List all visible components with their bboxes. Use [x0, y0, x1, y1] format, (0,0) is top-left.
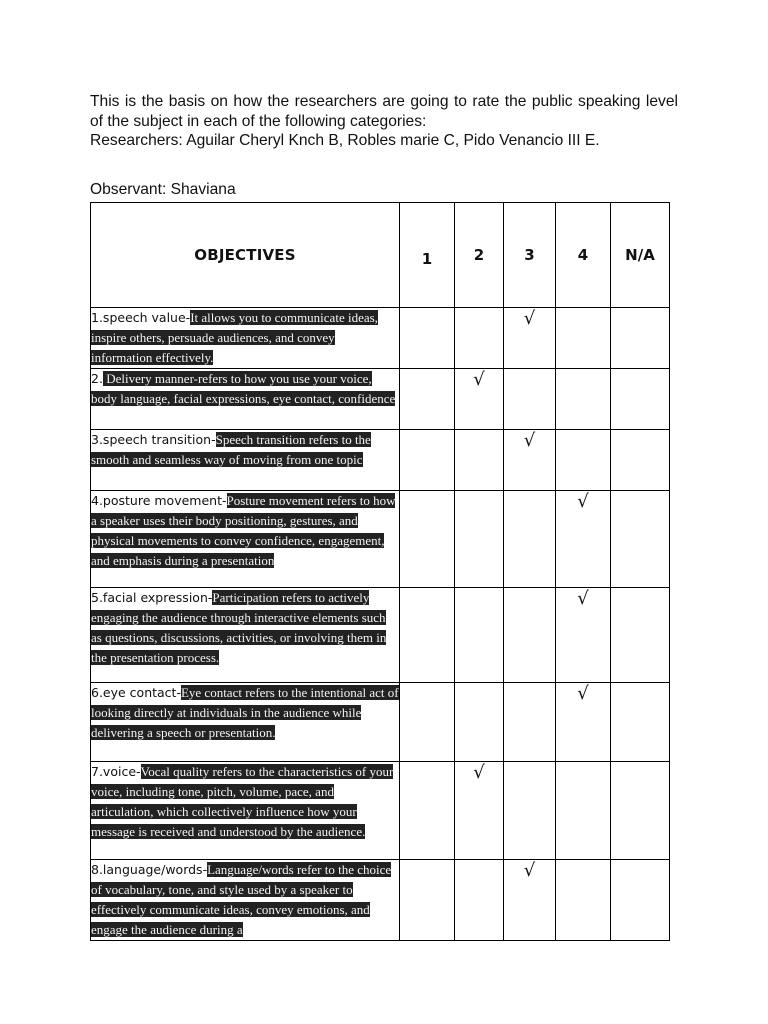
rating-cell-4: [556, 762, 611, 860]
check-mark-icon: √: [523, 308, 536, 329]
objective-cell: [91, 683, 400, 762]
rating-cell-2: [455, 762, 504, 860]
rating-cell-2: [455, 860, 504, 941]
objective-label: 1.speech value-: [91, 310, 191, 325]
objective-cell: [91, 762, 400, 860]
table-row: [91, 762, 670, 860]
rating-cell-1: [400, 308, 455, 369]
rating-cell-4: [556, 430, 611, 491]
rating-table: [90, 202, 670, 941]
table-header-row: [91, 203, 670, 308]
check-mark-icon: √: [473, 762, 485, 783]
rating-cell-na: [611, 860, 670, 941]
objective-cell: [91, 308, 400, 369]
objective-description: Speech transition refers to the smooth and seamless way of moving from one topic: [91, 432, 371, 467]
objective-cell: [91, 588, 400, 683]
objective-label: 7.voice-: [91, 764, 141, 779]
rating-cell-2: [455, 430, 504, 491]
table-row: [91, 430, 670, 491]
table-row: [91, 369, 670, 430]
header-1: 1: [400, 203, 455, 308]
rating-cell-2: [455, 369, 504, 430]
table-row: [91, 491, 670, 588]
rating-cell-2: [455, 683, 504, 762]
rating-cell-4: [556, 588, 611, 683]
check-mark-icon: √: [523, 430, 536, 451]
rating-cell-na: [611, 430, 670, 491]
rating-cell-1: [400, 762, 455, 860]
objective-cell: [91, 860, 400, 941]
header-na: N/A: [611, 203, 670, 308]
rating-cell-1: [400, 430, 455, 491]
rating-cell-3: [504, 588, 556, 683]
rating-cell-2: [455, 491, 504, 588]
rating-cell-2: [455, 588, 504, 683]
rating-cell-1: [400, 491, 455, 588]
rating-cell-4: [556, 683, 611, 762]
check-mark-icon: √: [577, 683, 589, 704]
intro-text: [90, 92, 678, 151]
objective-description: Posture movement refers to how a speaker uses their body positioning, gestures, and physical movements to convey confidence, engagement, and emphasis during a presentation: [91, 493, 396, 568]
objective-description: It allows you to communicate ideas, inspire others, persuade audiences, and convey information effectively.: [91, 310, 378, 365]
intro-paragraph: This is the basis on how the researchers are going to rate the public speaking level of the subject in each of the following categories:: [90, 93, 678, 130]
observant-line: Observant: Shaviana: [90, 181, 236, 198]
header-2: 2: [455, 203, 504, 308]
rating-cell-3: [504, 308, 556, 369]
header-objectives: OBJECTIVES: [91, 203, 400, 308]
table-row: [91, 683, 670, 762]
header-4: 4: [556, 203, 611, 308]
objective-label: 5.facial expression-: [91, 590, 213, 605]
rating-cell-na: [611, 308, 670, 369]
rating-cell-1: [400, 588, 455, 683]
check-mark-icon: √: [577, 588, 589, 609]
rating-cell-1: [400, 683, 455, 762]
header-3: 3: [504, 203, 556, 308]
objective-label: 3.speech transition-: [91, 432, 216, 447]
rating-cell-3: [504, 430, 556, 491]
rating-cell-na: [611, 369, 670, 430]
objective-description: Vocal quality refers to the characteristics of your voice, including tone, pitch, volume, pace, and articulation, which collectively influence how your message is received and understood by the audience.: [91, 764, 394, 839]
objective-label: 6.eye contact-: [91, 685, 181, 700]
rating-cell-1: [400, 369, 455, 430]
rating-cell-3: [504, 860, 556, 941]
rating-cell-na: [611, 491, 670, 588]
objective-label: 2.: [91, 371, 103, 386]
table-row: [91, 308, 670, 369]
rating-cell-4: [556, 491, 611, 588]
objective-description: Language/words refer to the choice of vocabulary, tone, and style used by a speaker to effectively communicate ideas, convey emotions, and engage the audience during a: [91, 862, 392, 937]
rating-cell-3: [504, 683, 556, 762]
objective-label: 4.posture movement-: [91, 493, 227, 508]
objective-cell: [91, 369, 400, 430]
researchers-line: Researchers: Aguilar Cheryl Knch B, Robles marie C, Pido Venancio III E.: [90, 132, 600, 149]
objective-cell: [91, 491, 400, 588]
rating-cell-3: [504, 762, 556, 860]
rating-cell-na: [611, 683, 670, 762]
objective-cell: [91, 430, 400, 491]
rating-cell-1: [400, 860, 455, 941]
table-row: [91, 588, 670, 683]
rating-cell-4: [556, 369, 611, 430]
rating-cell-4: [556, 860, 611, 941]
rating-cell-4: [556, 308, 611, 369]
objective-label: 8.language/words-: [91, 862, 208, 877]
rating-cell-3: [504, 369, 556, 430]
rating-cell-na: [611, 588, 670, 683]
rating-cell-na: [611, 762, 670, 860]
check-mark-icon: √: [577, 491, 589, 512]
objective-description: Delivery manner-refers to how you use your voice, body language, facial expressions, eye contact, confidence: [91, 371, 396, 406]
rating-cell-3: [504, 491, 556, 588]
check-mark-icon: √: [473, 369, 485, 390]
rating-cell-2: [455, 308, 504, 369]
objective-description: Participation refers to actively engaging the audience through interactive elements such as questions, discussions, activities, or involving them in the presentation process.: [91, 590, 387, 665]
check-mark-icon: √: [523, 860, 536, 881]
objective-description: Eye contact refers to the intentional act of looking directly at individuals in the audience while delivering a speech or presentation.: [91, 685, 399, 740]
table-row: [91, 860, 670, 941]
